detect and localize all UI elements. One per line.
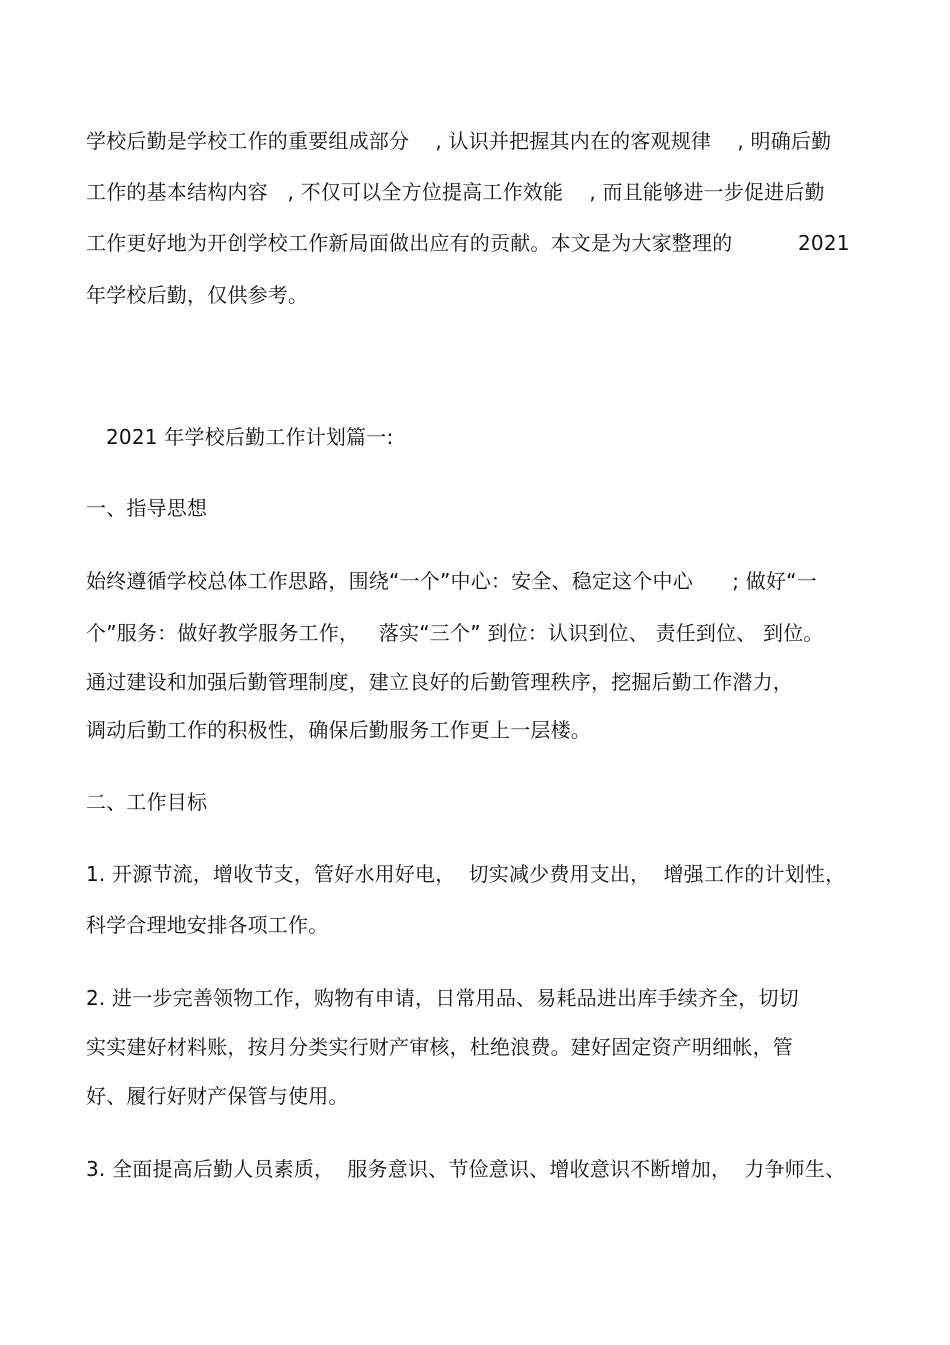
plan-title: 2021 年学校后勤工作计划篇一: [106, 425, 394, 449]
item1-line-1: 1. 开源节流，增收节支，管好水用好电， 切实减少费用支出， 增强工作的计划性， [86, 862, 846, 886]
section1-line-3: 通过建设和加强后勤管理制度，建立良好的后勤管理秩序，挖掘后勤工作潜力， [86, 670, 793, 694]
item2-line-2: 实实建好材料账，按月分类实行财产审核，杜绝浪费。建好固定资产明细帐，管 [86, 1035, 793, 1059]
item2-line-3: 好、履行好财产保管与使用。 [86, 1084, 349, 1108]
intro-line-2: 工作的基本结构内容 , 不仅可以全方位提高工作效能 , 而且能够进一步促进后勤 [86, 180, 825, 204]
item1-line-2: 科学合理地安排各项工作。 [86, 913, 329, 937]
item2-line-1: 2. 进一步完善领物工作，购物有申请，日常用品、易耗品进出库手续齐全，切切 [86, 986, 799, 1010]
section1-heading: 一、指导思想 [86, 496, 208, 520]
section2-heading: 二、工作目标 [86, 790, 208, 814]
section1-line-1: 始终遵循学校总体工作思路，围绕“一个”中心：安全、稳定这个中心 ; 做好“一 [86, 569, 817, 593]
intro-line-3: 工作更好地为开创学校工作新局面做出应有的贡献。本文是为大家整理的 2021 [86, 231, 850, 255]
item3-line-1: 3. 全面提高后勤人员素质， 服务意识、节俭意识、增收意识不断增加， 力争师生、 [86, 1157, 846, 1181]
intro-line-4: 年学校后勤，仅供参考。 [86, 283, 309, 307]
intro-line-1: 学校后勤是学校工作的重要组成部分 , 认识并把握其内在的客观规律 , 明确后勤 [86, 129, 832, 153]
section1-line-4: 调动后勤工作的积极性，确保后勤服务工作更上一层楼。 [86, 718, 591, 742]
section1-line-2: 个”服务：做好教学服务工作， 落实“三个” 到位：认识到位、 责任到位、 到位。 [86, 621, 824, 645]
